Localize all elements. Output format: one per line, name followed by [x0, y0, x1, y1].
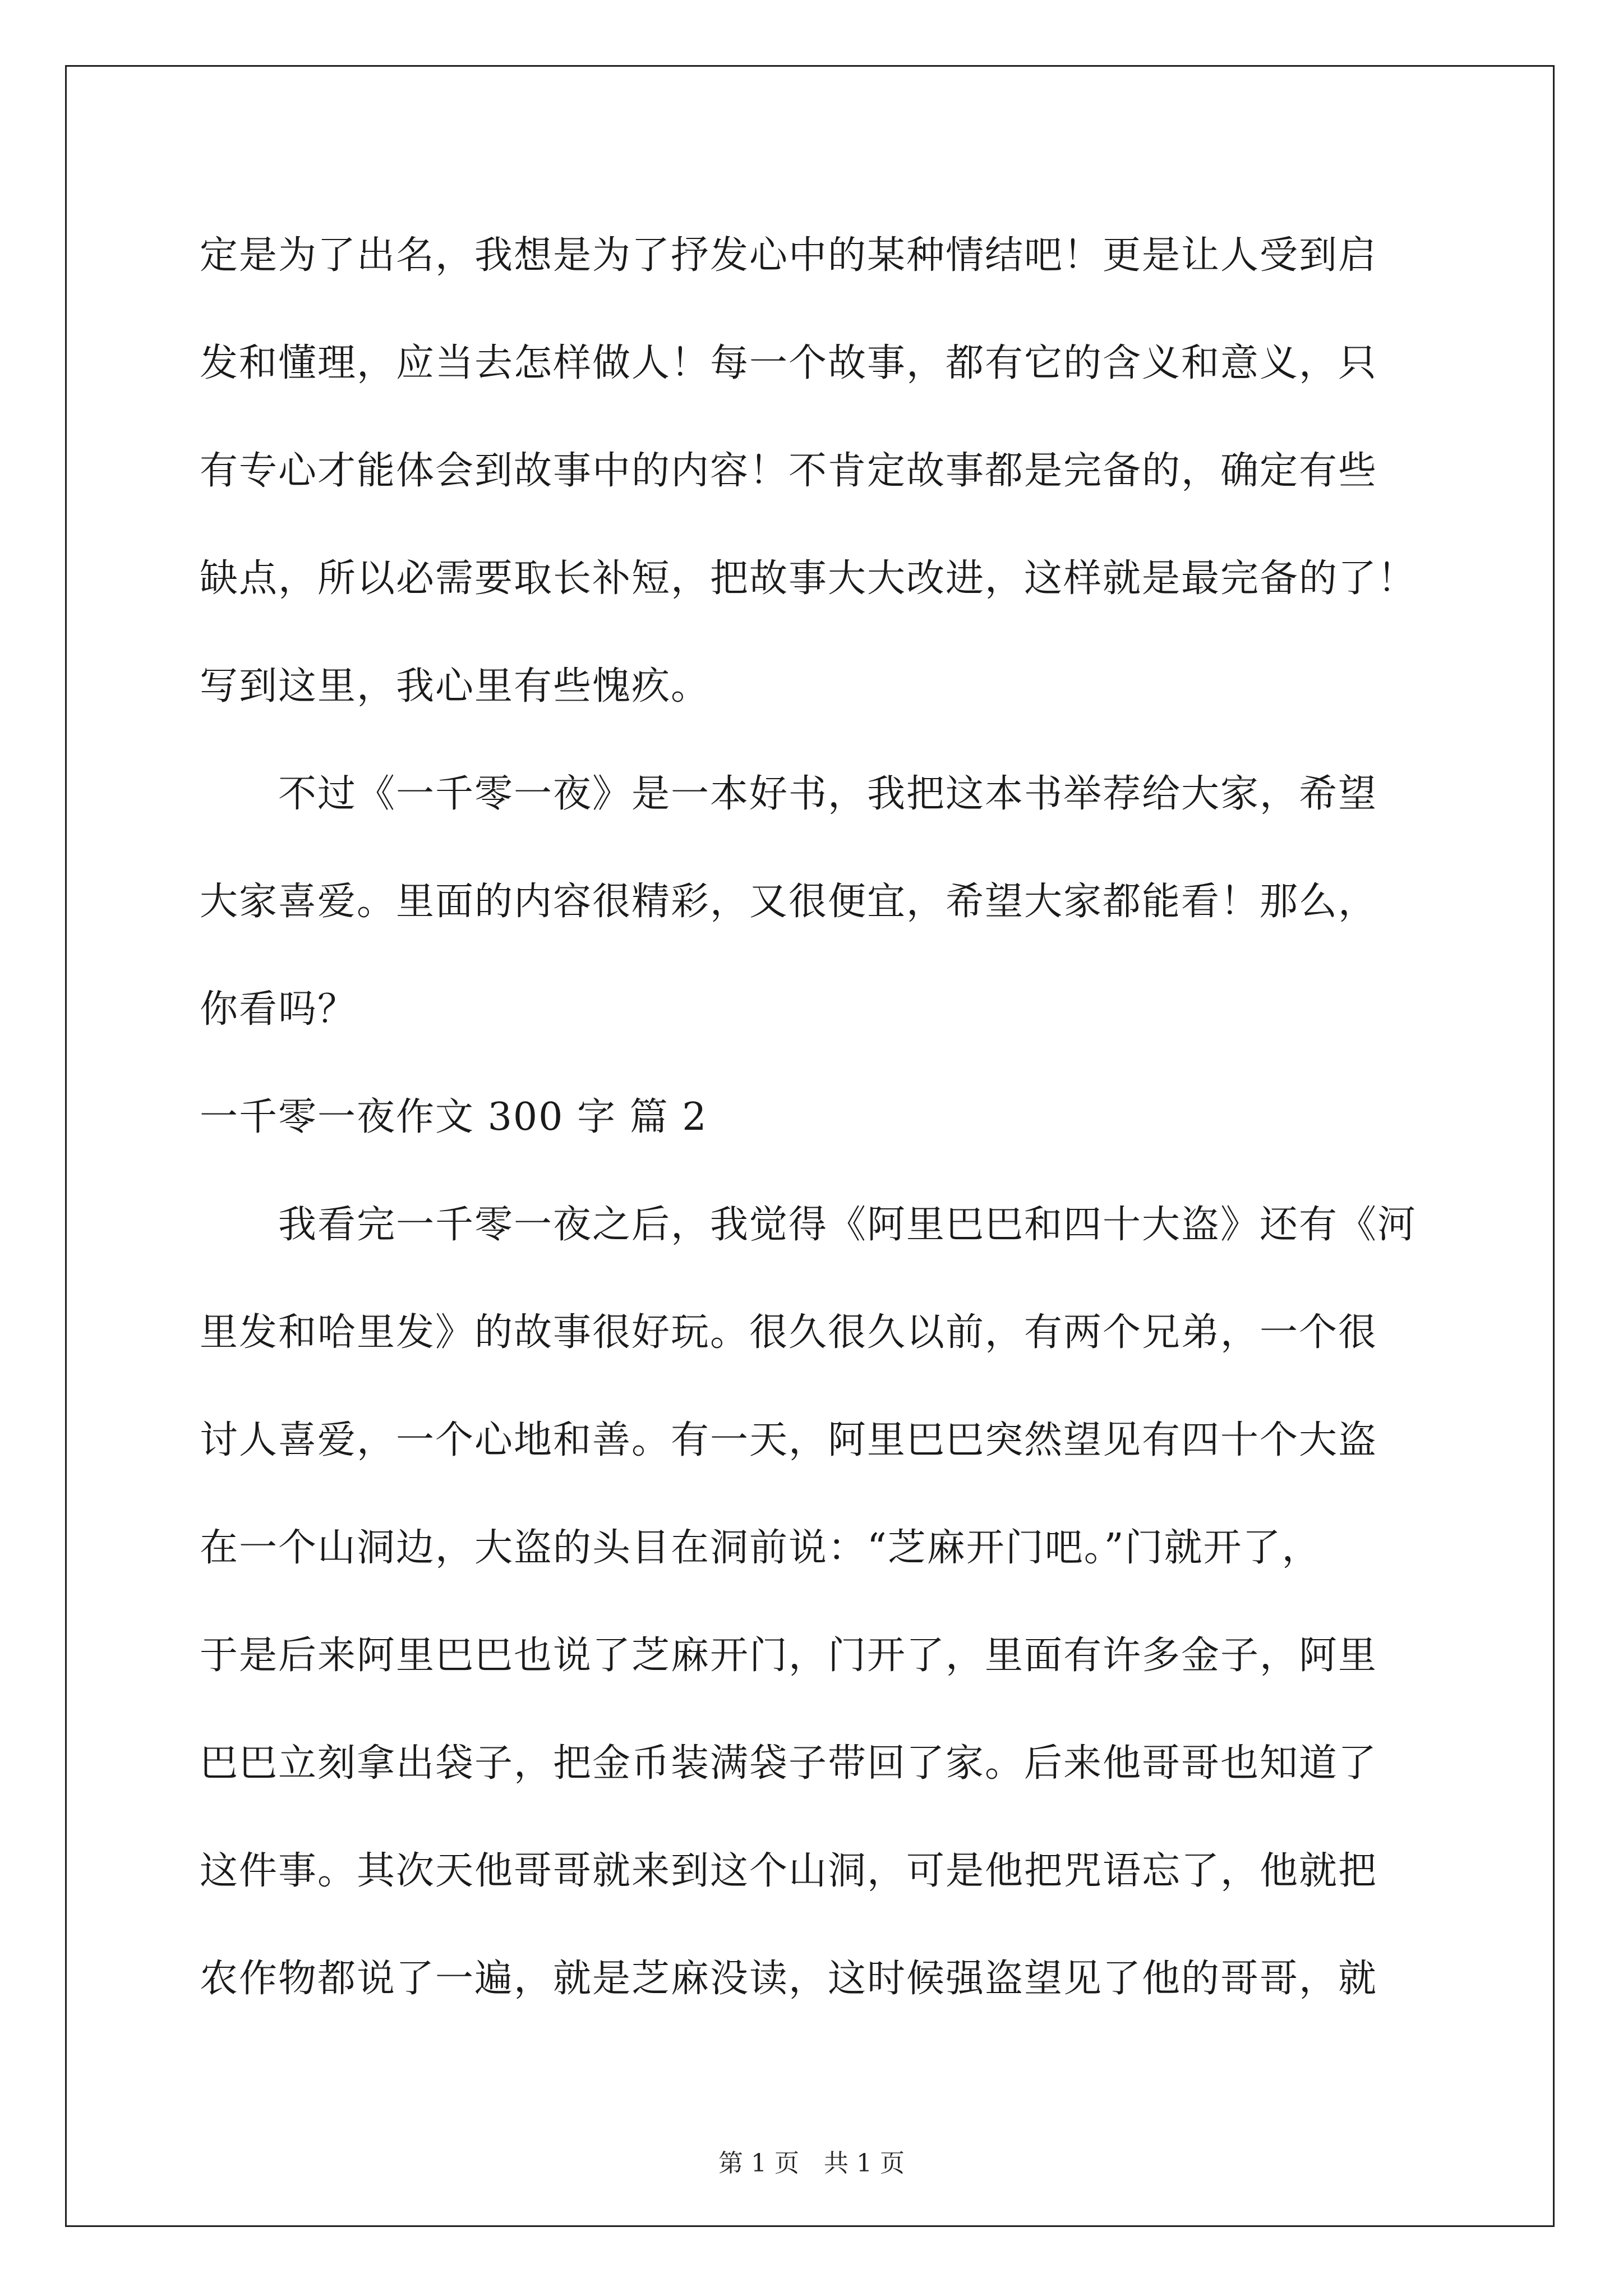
text-line: 有专心才能体会到故事中的内容！不肯定故事都是完备的，确定有些: [200, 449, 1378, 493]
text-line: 于是后来阿里巴巴也说了芝麻开门，门开了，里面有许多金子，阿里: [200, 1634, 1378, 1678]
text-line: 里发和哈里发》的故事很好玩。很久很久以前，有两个兄弟，一个很: [200, 1310, 1378, 1355]
text-line: 写到这里，我心里有些愧疚。: [200, 664, 711, 708]
text-line: 不过《一千零一夜》是一本好书，我把这本书举荐给大家，希望: [200, 772, 1378, 816]
text-line: 大家喜爱。里面的内容很精彩，又很便宜，希望大家都能看！那么，: [200, 880, 1378, 924]
text-line: 你看吗？: [200, 987, 357, 1032]
text-line: 讨人喜爱，一个心地和善。有一天，阿里巴巴突然望见有四十个大盗: [200, 1418, 1378, 1462]
text-line: 发和懂理，应当去怎样做人！每一个故事，都有它的含义和意义，只: [200, 341, 1378, 385]
text-line: 在一个山洞边，大盗的头目在洞前说：“芝麻开门吧。”门就开了，: [200, 1526, 1321, 1570]
page-footer: 第 1 页 共 1 页: [718, 2149, 905, 2178]
text-line: 定是为了出名，我想是为了抒发心中的某种情结吧！更是让人受到启: [200, 233, 1378, 278]
text-line: 缺点，所以必需要取长补短，把故事大大改进，这样就是最完备的了！: [200, 556, 1417, 601]
document-body: [200, 202, 1433, 2033]
text-line: 农作物都说了一遍，就是芝麻没读，这时候强盗望见了他的哥哥，就: [200, 1957, 1378, 2001]
text-line: 这件事。其次天他哥哥就来到这个山洞，可是他把咒语忘了，他就把: [200, 1849, 1378, 1893]
section-heading: 一千零一夜作文 300 字 篇 2: [200, 1095, 708, 1139]
text-line: 巴巴立刻拿出袋子，把金币装满袋子带回了家。后来他哥哥也知道了: [200, 1741, 1378, 1786]
text-line: 我看完一千零一夜之后，我觉得《阿里巴巴和四十大盗》还有《河: [200, 1203, 1417, 1247]
